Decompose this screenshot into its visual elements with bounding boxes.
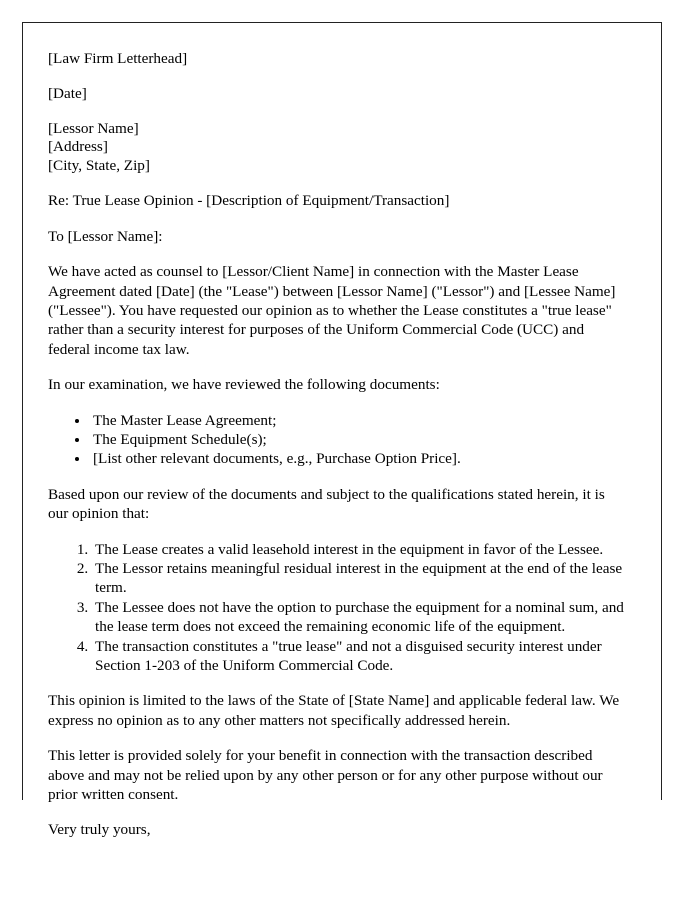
list-item: 1. The Lease creates a valid leasehold interest in the equipment in favor of the Lessee. — [92, 540, 626, 559]
list-item: • The Equipment Schedule(s); — [90, 430, 626, 449]
governing-law-paragraph: This opinion is limited to the laws of the State of [State Name] and applicable federal law. We express no opinion as to any other matters not specifically addressed herein. — [48, 692, 620, 729]
letter-page — [22, 22, 662, 839]
list-item: 2. The Lessor retains meaningful residual interest in the equipment at the end of the lease term. — [92, 559, 626, 598]
opinion-items-list — [48, 540, 626, 676]
letter-date: [Date] — [48, 85, 87, 103]
engagement-paragraph: We have acted as counsel to [Lessor/Client Name] in connection with the Master Lease Agreement dated [Date] (the "Lease") between [Lessor Name] ("Lessor") and [Lessee Name] ("Lessee"). You have requested our opinion as to whether the Lease constitutes a "true lease" rather than a security interest for purposes of the Uniform Commercial Code (UCC) and federal income tax law. — [48, 263, 616, 358]
list-item: 4. The transaction constitutes a "true lease" and not a disguised security interest under Section 1-203 of the Uniform Commercial Code. — [92, 637, 626, 676]
letter-body — [48, 49, 626, 856]
documents-reviewed-list — [48, 411, 626, 469]
list-item: • The Master Lease Agreement; — [90, 411, 626, 430]
law-firm-letterhead: [Law Firm Letterhead] — [48, 50, 188, 67]
recipient-city-state-zip: [City, State, Zip] — [48, 156, 150, 174]
recipient-street-address: [Address] — [48, 138, 108, 156]
list-item: 3. The Lessee does not have the option to purchase the equipment for a nominal sum, and the lease term does not exceed the remaining economic life of the equipment. — [92, 598, 626, 637]
salutation: To [Lessor Name]: — [48, 227, 163, 245]
examination-intro-paragraph: In our examination, we have reviewed the following documents: — [48, 376, 440, 394]
recipient-address-block — [48, 120, 626, 176]
reliance-limitation-paragraph: This letter is provided solely for your benefit in connection with the transaction described above and may not be relied upon by any other person or for any other purpose without our prior written consent. — [48, 747, 603, 804]
opinion-intro-paragraph: Based upon our review of the documents and subject to the qualifications stated herein, it is our opinion that: — [48, 485, 605, 523]
closing-salutation: Very truly yours, — [48, 821, 151, 839]
list-item: • [List other relevant documents, e.g., Purchase Option Price]. — [90, 449, 626, 468]
recipient-name: [Lessor Name] — [48, 119, 139, 137]
subject-line: Re: True Lease Opinion - [Description of Equipment/Transaction] — [48, 192, 450, 210]
